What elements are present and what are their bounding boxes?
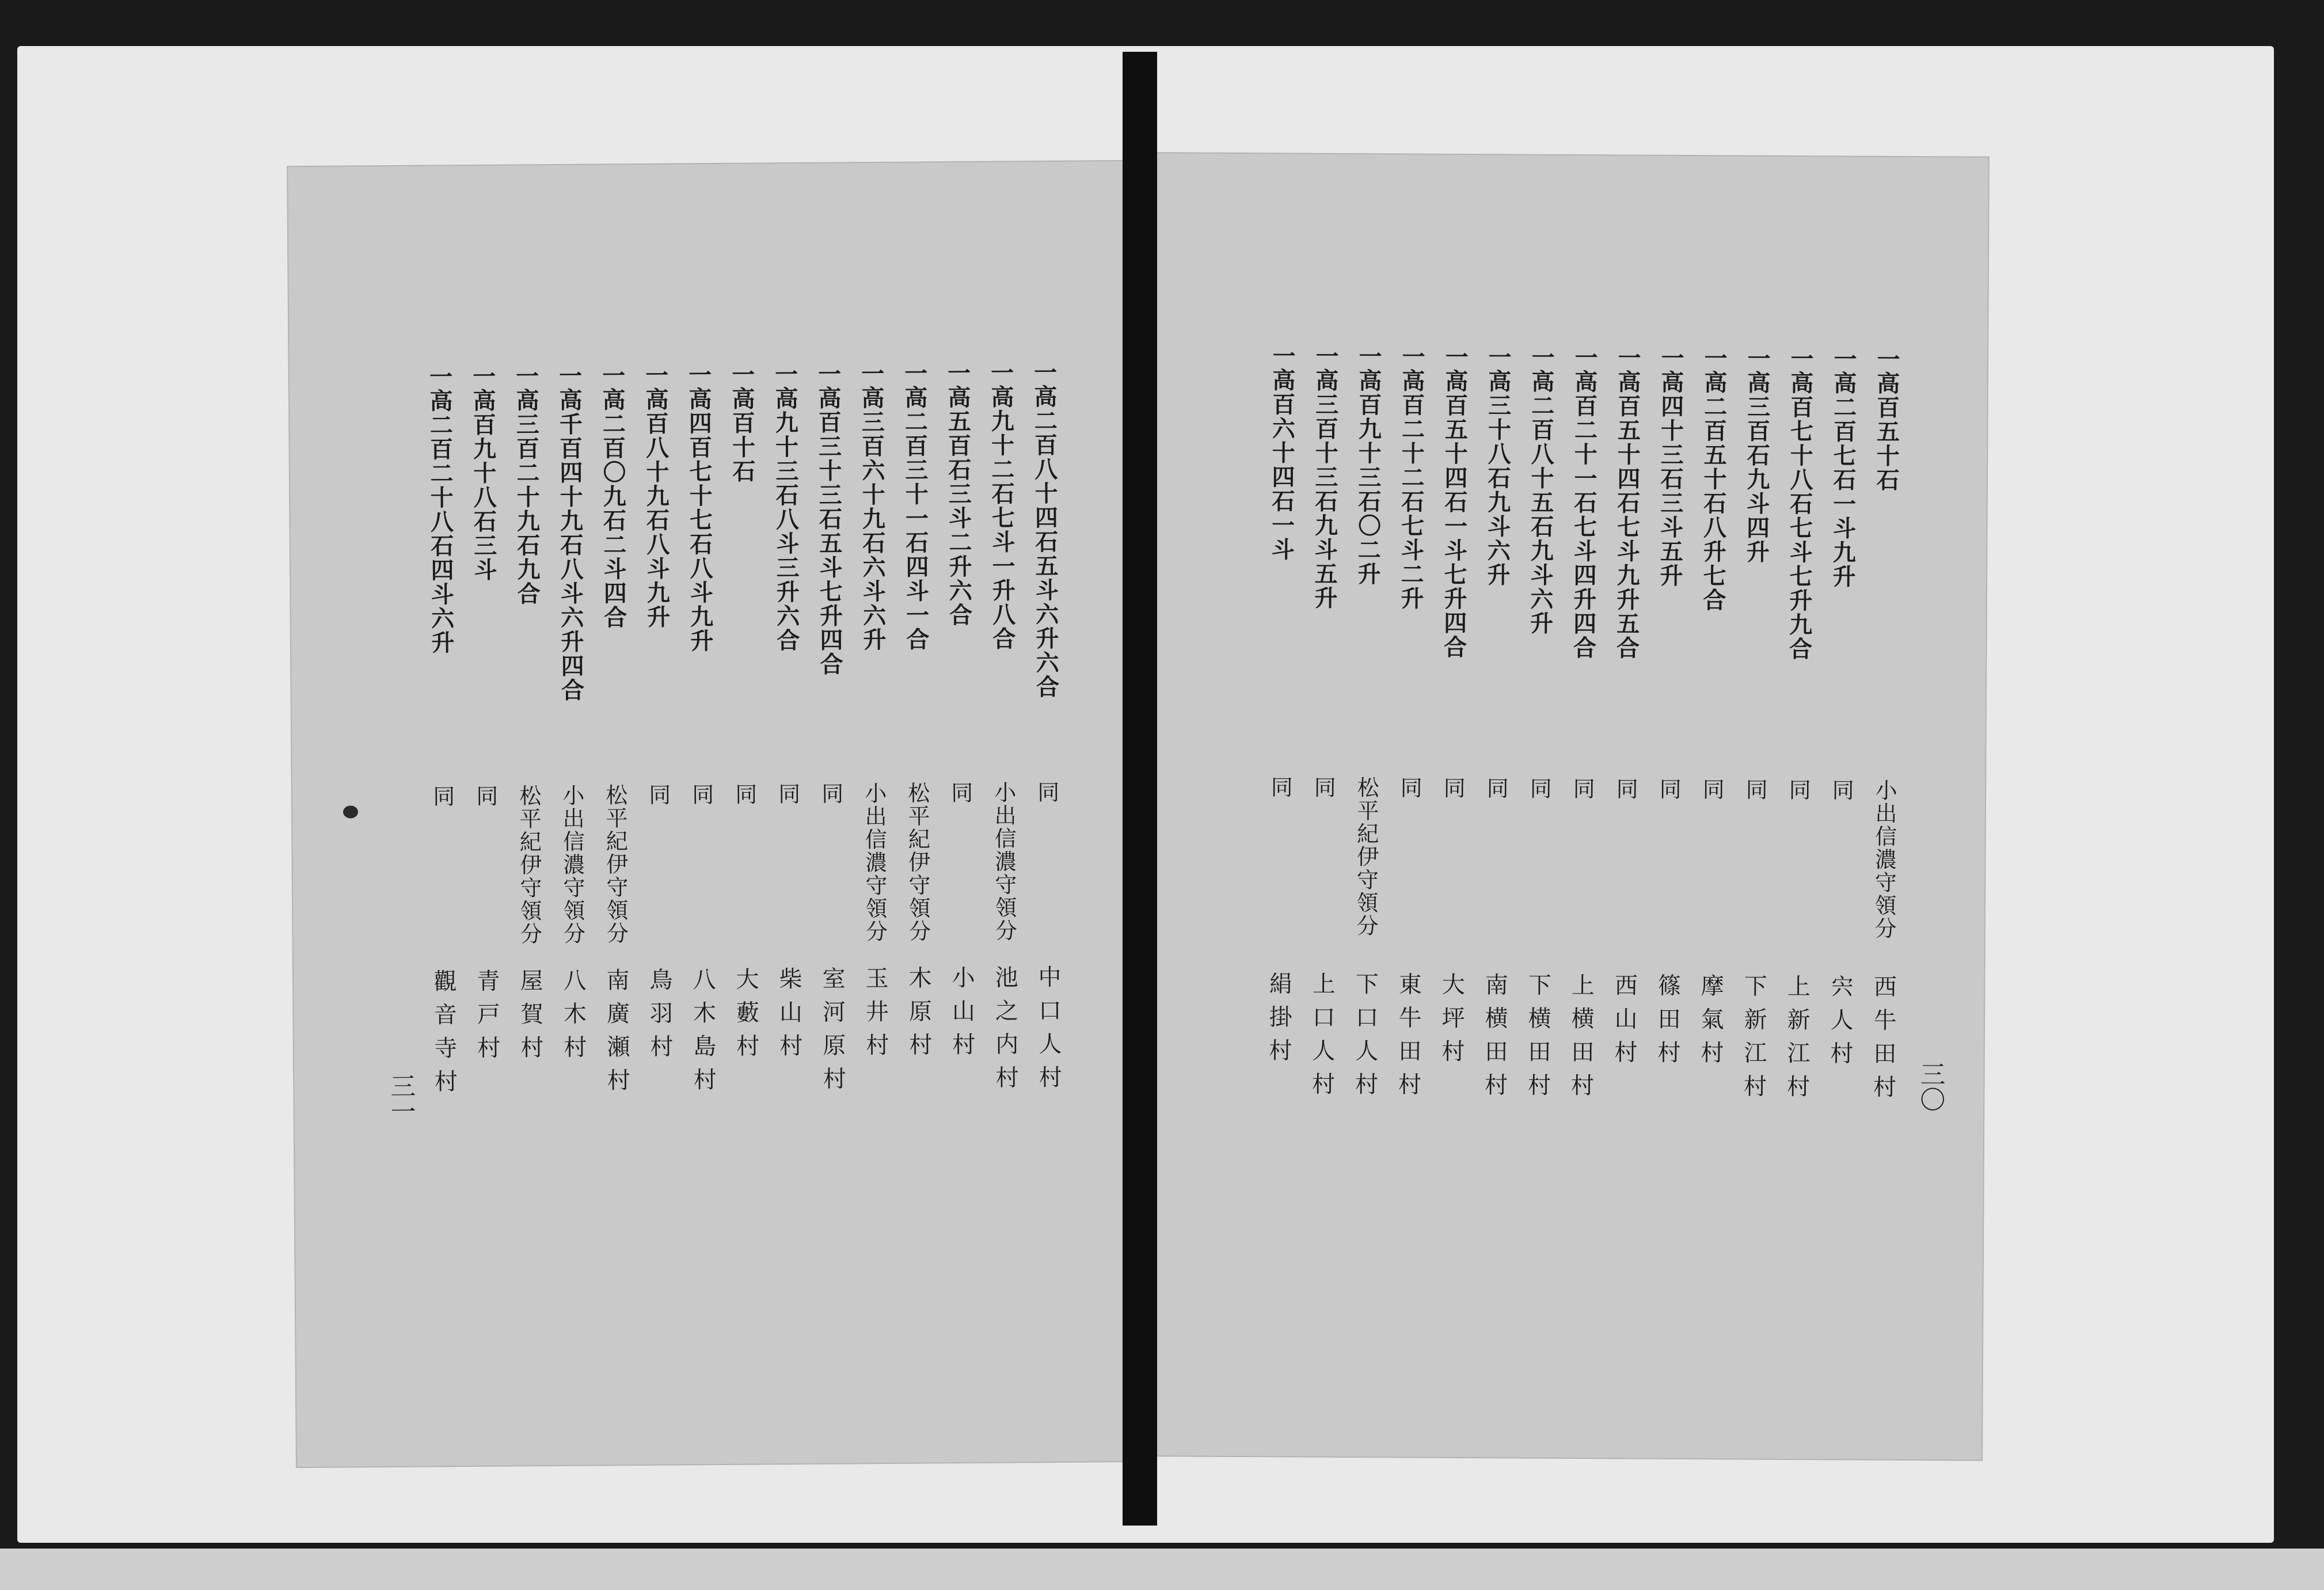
entry-amount: 一高二百五十石八升七合 xyxy=(1699,346,1728,613)
entry-amount: 一高百五十四石一斗七升四合 xyxy=(1440,344,1469,660)
entry-village: 青戸村 xyxy=(473,968,501,1069)
entry-lord: 同 xyxy=(1033,780,1059,804)
entry-lord: 小出信濃守領分 xyxy=(861,781,888,944)
entry-lord: 同 xyxy=(817,782,843,805)
entry-lord: 同 xyxy=(1397,776,1422,800)
right-page-number: 三〇 xyxy=(1915,1061,1945,1112)
entry-lord: 同 xyxy=(1828,778,1854,802)
entry-village: 池之内村 xyxy=(991,965,1019,1099)
entry-amount: 一高百九十三石〇二升 xyxy=(1354,344,1383,587)
entry-amount: 一高二百八十五石九斗六升 xyxy=(1526,345,1555,636)
entry-lord: 同 xyxy=(1656,777,1682,801)
entry-amount: 一高二百三十一石四斗一合 xyxy=(900,361,930,652)
entry-lord: 小出信濃守領分 xyxy=(558,783,585,945)
entry-lord: 同 xyxy=(1742,778,1768,801)
entry-village: 東牛田村 xyxy=(1394,972,1422,1106)
entry-lord: 同 xyxy=(1569,777,1595,801)
entry-lord: 小出信濃守領分 xyxy=(990,781,1017,942)
entry-village: 觀音寺村 xyxy=(429,969,458,1103)
entry-amount: 一高三百二十九石九合 xyxy=(512,364,541,606)
entry-village: 上横田村 xyxy=(1567,973,1595,1107)
entry-village: 中口人村 xyxy=(1034,964,1062,1099)
entry-village: 上口人村 xyxy=(1308,971,1336,1105)
entry-lord: 松平紀伊守領分 xyxy=(1352,776,1379,938)
entry-amount: 一高三百十三石九斗五升 xyxy=(1310,344,1340,610)
entry-village: 宍人村 xyxy=(1826,974,1854,1075)
entry-amount: 一高四十三石三斗五升 xyxy=(1656,345,1685,588)
bottom-strip xyxy=(0,1549,2324,1590)
left-page-number: 三一 xyxy=(386,1072,416,1124)
entry-amount: 一高九十三石八斗三升六合 xyxy=(771,362,801,653)
entry-lord: 同 xyxy=(1267,775,1293,799)
entry-village: 大藪村 xyxy=(732,967,760,1067)
entry-lord: 松平紀伊守領分 xyxy=(515,784,542,946)
entry-village: 室河原村 xyxy=(818,966,846,1100)
entry-village: 篠田村 xyxy=(1653,973,1681,1074)
entry-amount: 一高百三十三石五斗七升四合 xyxy=(814,362,844,676)
entry-village: 八木島村 xyxy=(689,967,717,1101)
entry-lord: 同 xyxy=(774,782,800,806)
entry-amount: 一高百六十四石一斗 xyxy=(1268,344,1296,562)
entry-lord: 同 xyxy=(1785,778,1811,802)
entry-village: 小山村 xyxy=(948,965,976,1066)
entry-lord: 同 xyxy=(645,783,671,807)
left-page xyxy=(288,161,1149,1467)
entry-amount: 一高二百二十八石四斗六升 xyxy=(425,364,455,655)
entry-amount: 一高百五十石 xyxy=(1872,347,1901,493)
entry-lord: 松平紀伊守領分 xyxy=(602,783,629,945)
book-gutter xyxy=(1123,52,1157,1526)
entry-village: 屋賀村 xyxy=(516,968,544,1069)
entry-amount: 一高千百四十九石八斗六升四合 xyxy=(555,363,585,702)
entry-village: 大坪村 xyxy=(1437,972,1465,1073)
entry-amount: 一高四百七十七石八斗九升 xyxy=(684,363,714,653)
entry-lord: 小出信濃守領分 xyxy=(1870,778,1897,940)
entry-village: 八木村 xyxy=(559,968,587,1068)
entry-lord: 同 xyxy=(1526,777,1552,800)
entry-village: 下新江村 xyxy=(1740,973,1767,1108)
entry-village: 絹掛村 xyxy=(1265,971,1292,1072)
entry-village: 摩氣村 xyxy=(1697,973,1724,1074)
entry-amount: 一高百十石 xyxy=(728,362,756,484)
entry-village: 南横田村 xyxy=(1481,972,1508,1106)
entry-lord: 同 xyxy=(1310,775,1336,799)
entry-lord: 同 xyxy=(688,783,714,807)
entry-lord: 同 xyxy=(1483,777,1509,800)
ink-spot xyxy=(343,805,358,818)
entry-village: 上新江村 xyxy=(1783,973,1810,1108)
entry-village: 西牛田村 xyxy=(1869,974,1897,1108)
entry-amount: 一高百八十九石八斗九升 xyxy=(641,363,671,629)
entry-village: 西山村 xyxy=(1610,973,1638,1074)
entry-amount: 一高百七十八石七斗七升九合 xyxy=(1785,346,1815,661)
entry-lord: 同 xyxy=(731,782,757,806)
entry-village: 木原村 xyxy=(904,965,933,1066)
entry-village: 鳥羽村 xyxy=(645,967,674,1068)
entry-amount: 一高百五十四石七斗九升五合 xyxy=(1612,345,1642,660)
entry-lord: 同 xyxy=(429,785,455,808)
entry-lord: 松平紀伊守領分 xyxy=(904,781,931,943)
right-page xyxy=(1147,153,1988,1460)
entry-amount: 一高五百石三斗二升六合 xyxy=(944,360,973,627)
entry-village: 玉井村 xyxy=(861,965,889,1067)
entry-amount: 一高二百七石一斗九升 xyxy=(1828,347,1858,589)
entry-amount: 一高二百八十四石五斗六升六合 xyxy=(1030,360,1060,699)
entry-village: 下横田村 xyxy=(1524,972,1551,1106)
entry-amount: 一高九十二石七斗一升八合 xyxy=(987,360,1017,651)
entry-amount: 一高二百〇九石二斗四合 xyxy=(598,363,627,630)
entry-amount: 一高三百六十九石六斗六升 xyxy=(857,361,887,652)
entry-village: 南廣瀬村 xyxy=(602,968,630,1102)
entry-amount: 一高百二十二石七斗二升 xyxy=(1397,344,1426,611)
entry-amount: 一高百二十一石七斗四升四合 xyxy=(1569,345,1599,660)
entry-lord: 同 xyxy=(1440,776,1466,800)
entry-village: 柴山村 xyxy=(775,966,803,1067)
entry-lord: 同 xyxy=(1699,778,1725,801)
entry-lord: 同 xyxy=(1612,777,1638,801)
entry-village: 下口人村 xyxy=(1351,972,1379,1106)
entry-lord: 同 xyxy=(472,784,498,808)
entry-amount: 一高三百石九斗四升 xyxy=(1743,346,1771,564)
entry-lord: 同 xyxy=(947,781,973,805)
entry-amount: 一高百九十八石三斗 xyxy=(469,364,498,582)
entry-amount: 一高三十八石九斗六升 xyxy=(1483,345,1512,587)
